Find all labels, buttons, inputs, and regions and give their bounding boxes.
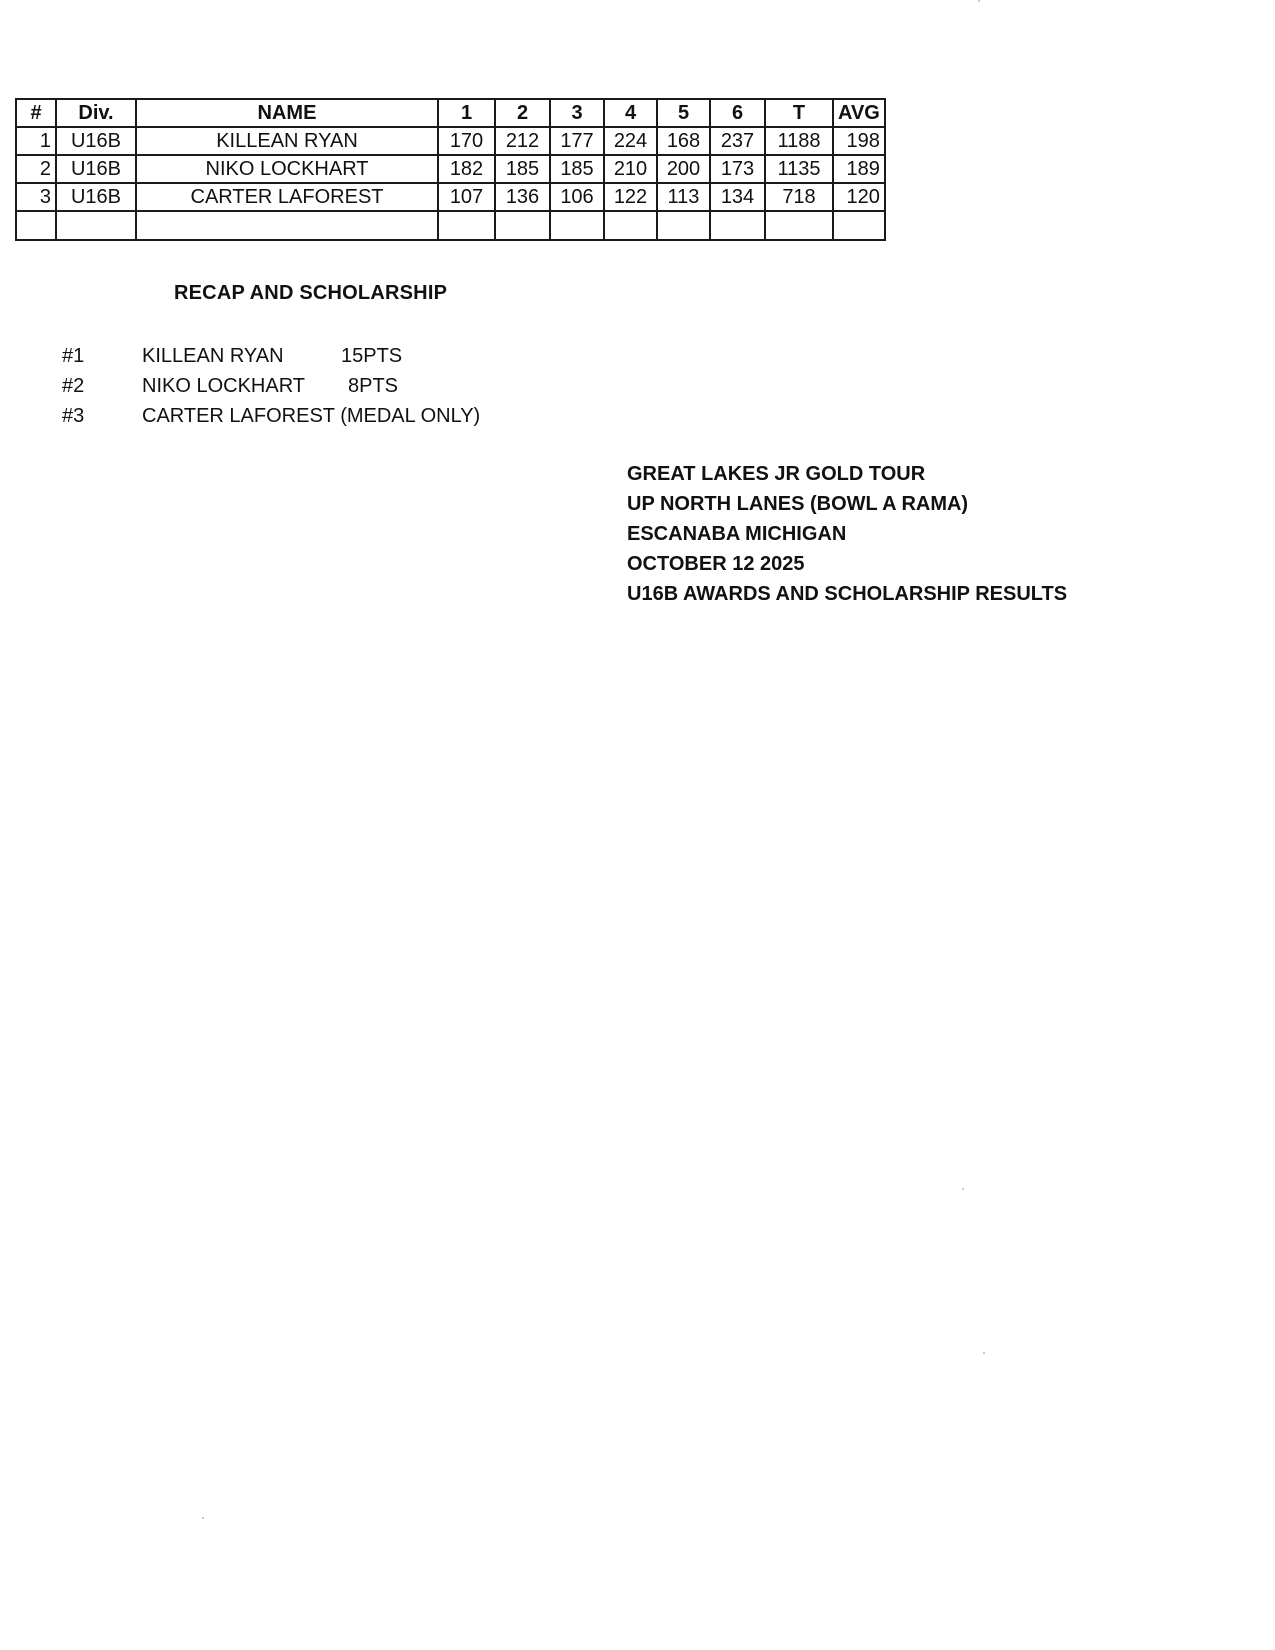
recap-rank: #3 (62, 405, 85, 427)
row-average: 189 (833, 155, 885, 183)
row-game-2: 136 (495, 183, 550, 211)
row-game-2: 185 (495, 155, 550, 183)
scan-speck (962, 1188, 964, 1190)
row-name: KILLEAN RYAN (136, 127, 438, 155)
event-venue: UP NORTH LANES (BOWL A RAMA) (627, 493, 969, 515)
scan-speck (202, 1517, 204, 1519)
row-game-4: 224 (604, 127, 657, 155)
row-game-1: 170 (438, 127, 495, 155)
empty-cell (16, 211, 56, 240)
recap-name: NIKO LOCKHART (142, 375, 305, 397)
event-info-block (627, 459, 1067, 609)
row-game-5: 113 (657, 183, 710, 211)
row-game-5: 168 (657, 127, 710, 155)
empty-cell (136, 211, 438, 240)
row-total: 1188 (765, 127, 833, 155)
row-name: NIKO LOCKHART (136, 155, 438, 183)
empty-cell (710, 211, 765, 240)
row-game-3: 177 (550, 127, 604, 155)
row-division: U16B (56, 155, 136, 183)
header-game-1: 1 (438, 99, 495, 127)
recap-points: 15PTS (341, 345, 403, 367)
empty-cell (438, 211, 495, 240)
table-header-row (16, 99, 885, 127)
row-division: U16B (56, 127, 136, 155)
event-date: OCTOBER 12 2025 (627, 553, 805, 575)
row-game-6: 237 (710, 127, 765, 155)
header-rank: # (16, 99, 56, 127)
header-game-6: 6 (710, 99, 765, 127)
empty-cell (833, 211, 885, 240)
row-rank: 1 (16, 127, 56, 155)
recap-rank: #2 (62, 375, 85, 397)
header-average: AVG (833, 99, 885, 127)
scan-speck (978, 0, 980, 2)
row-total: 1135 (765, 155, 833, 183)
recap-points: 8PTS (348, 375, 399, 397)
row-game-1: 182 (438, 155, 495, 183)
empty-cell (495, 211, 550, 240)
empty-cell (657, 211, 710, 240)
header-game-3: 3 (550, 99, 604, 127)
row-rank: 3 (16, 183, 56, 211)
row-game-2: 212 (495, 127, 550, 155)
header-total: T (765, 99, 833, 127)
event-city: ESCANABA MICHIGAN (627, 523, 847, 545)
table-row (16, 127, 885, 155)
header-game-2: 2 (495, 99, 550, 127)
row-game-4: 122 (604, 183, 657, 211)
row-game-3: 185 (550, 155, 604, 183)
event-tour: GREAT LAKES JR GOLD TOUR (627, 463, 926, 485)
row-game-5: 200 (657, 155, 710, 183)
row-game-3: 106 (550, 183, 604, 211)
row-game-4: 210 (604, 155, 657, 183)
recap-name: KILLEAN RYAN (142, 345, 284, 367)
recap-title: RECAP AND SCHOLARSHIP (174, 282, 448, 304)
recap-name: CARTER LAFOREST (MEDAL ONLY) (142, 405, 481, 427)
row-division: U16B (56, 183, 136, 211)
table-row (16, 183, 885, 211)
scan-speck (983, 1352, 985, 1354)
row-average: 198 (833, 127, 885, 155)
empty-cell (765, 211, 833, 240)
row-total: 718 (765, 183, 833, 211)
row-game-1: 107 (438, 183, 495, 211)
row-game-6: 173 (710, 155, 765, 183)
recap-rank: #1 (62, 345, 85, 367)
empty-cell (550, 211, 604, 240)
table-row-empty (16, 211, 885, 240)
row-average: 120 (833, 183, 885, 211)
header-game-4: 4 (604, 99, 657, 127)
row-name: CARTER LAFOREST (136, 183, 438, 211)
row-game-6: 134 (710, 183, 765, 211)
empty-cell (604, 211, 657, 240)
row-rank: 2 (16, 155, 56, 183)
results-table (15, 98, 886, 241)
event-subtitle: U16B AWARDS AND SCHOLARSHIP RESULTS (627, 583, 1068, 605)
table-row (16, 155, 885, 183)
header-game-5: 5 (657, 99, 710, 127)
empty-cell (56, 211, 136, 240)
header-name: NAME (136, 99, 438, 127)
header-division: Div. (56, 99, 136, 127)
